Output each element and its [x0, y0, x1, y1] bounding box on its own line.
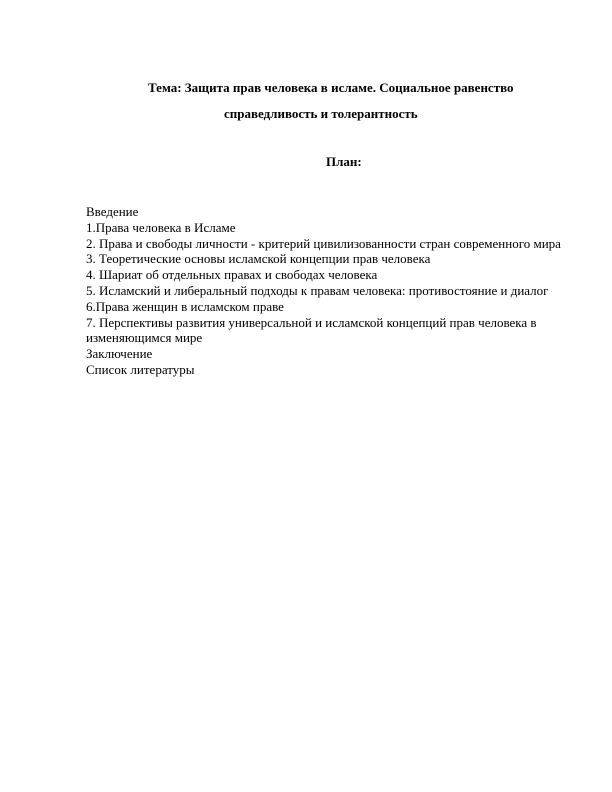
toc-item-2: 2. Права и свободы личности - критерий цивилизованности стран современного мира [86, 235, 561, 251]
toc-item-6: 6.Права женщин в исламском праве [86, 298, 284, 314]
toc-item-1: 1.Права человека в Исламе [86, 219, 236, 235]
toc-item-4: 4. Шариат об отдельных правах и свободах человека [86, 267, 378, 283]
title-line-2: справедливость и толерантность [224, 106, 418, 121]
toc-item-conclusion: Заключение [86, 346, 153, 362]
title-line-1: Тема: Защита прав человека в исламе. Социальное равенство [148, 80, 514, 95]
toc-item-bibliography: Список литературы [86, 361, 195, 377]
toc-item-5: 5. Исламский и либеральный подходы к правам человека: противостояние и диалог [86, 282, 549, 298]
toc-item-7: 7. Перспективы развития универсальной и исламской концепций прав человека в изменяющимся мире [86, 314, 537, 346]
toc-item-3: 3. Теоретические основы исламской концепции прав человека [86, 251, 431, 267]
plan-heading: План: [326, 154, 362, 169]
table-of-contents [86, 204, 570, 378]
toc-item-introduction: Введение [86, 204, 139, 219]
